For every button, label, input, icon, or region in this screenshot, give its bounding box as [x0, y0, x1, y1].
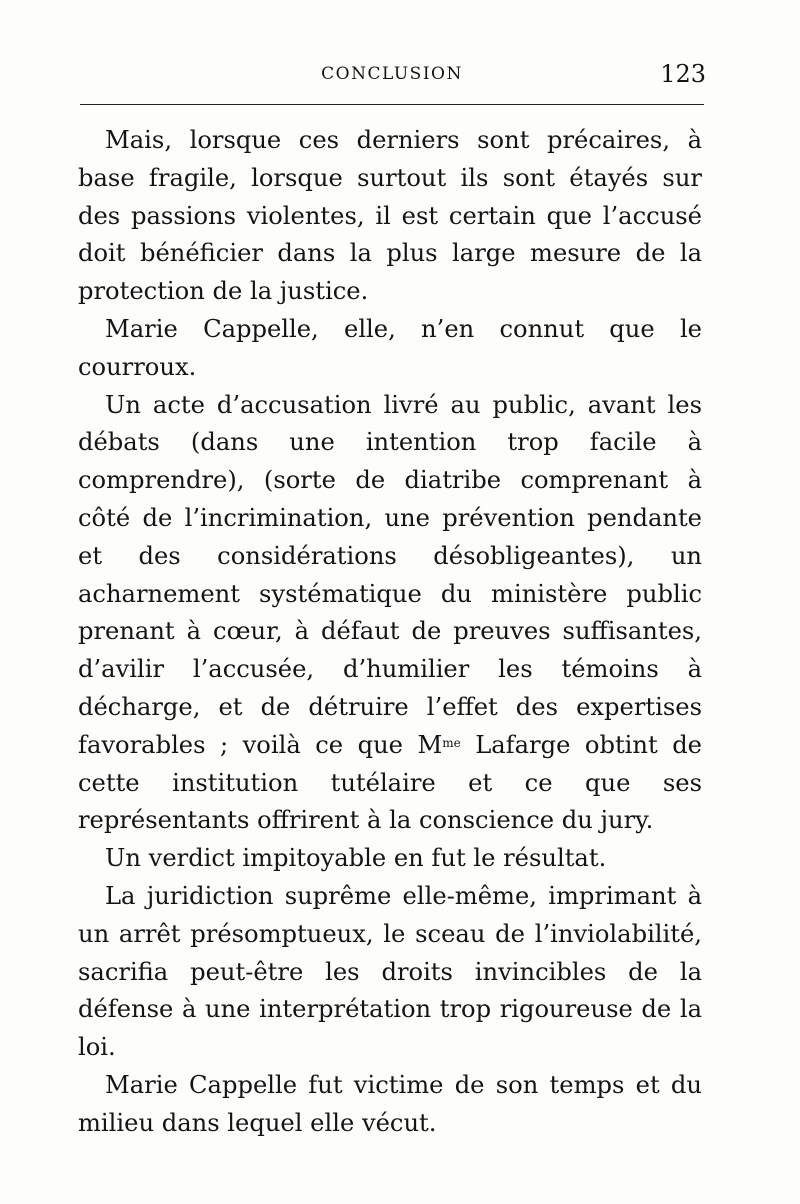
- paragraph-3: [78, 387, 702, 841]
- header-rule: [80, 104, 704, 105]
- paragraph-6: Marie Cappelle fut victime de son temps et du milieu dans lequel elle vécut.: [78, 1070, 702, 1137]
- paragraph-3-tail: Lafarge obtint de cette institution tutélaire et ce que ses représentants offrirent à la conscience du jury.: [78, 730, 702, 835]
- paragraph-2: Marie Cappelle, elle, n’en connut que le courroux.: [78, 314, 702, 381]
- paragraph-3-text: Un acte d’accusation livré au public, avant les débats (dans une intention trop facile à comprendre), (sorte de diatribe comprenant à côté de l’incrimination, une prévention pendante et des considérations désobligeantes), un acharnement systématique du ministère public prenant à cœur, à défaut de preuves suffisantes, d’avilir l’accusée, d’humilier les témoins à décharge, et de détruire l’effet des expertises favorables ; voilà ce que M: [78, 390, 702, 759]
- paragraph-5: La juridiction suprême elle-même, imprimant à un arrêt présomptueux, le sceau de l’inviolabilité, sacrifia peut-être les droits invincibles de la défense à une interprétation trop rigoureuse de la loi.: [78, 881, 702, 1062]
- paragraph-4: Un verdict impitoyable en fut le résultat.: [105, 844, 607, 873]
- running-head: CONCLUSION: [321, 64, 463, 84]
- paragraph-1: Mais, lorsque ces derniers sont précaires, à base fragile, lorsque surtout ils sont étayés sur des passions violentes, il est certain que l’accusé doit bénéficier dans la plus large mesure de la protection de la justice.: [78, 126, 702, 306]
- page-header: [78, 60, 706, 90]
- paragraph-3-superscript: me: [442, 735, 461, 750]
- page-number: 123: [660, 60, 706, 88]
- body-text: [78, 122, 702, 1143]
